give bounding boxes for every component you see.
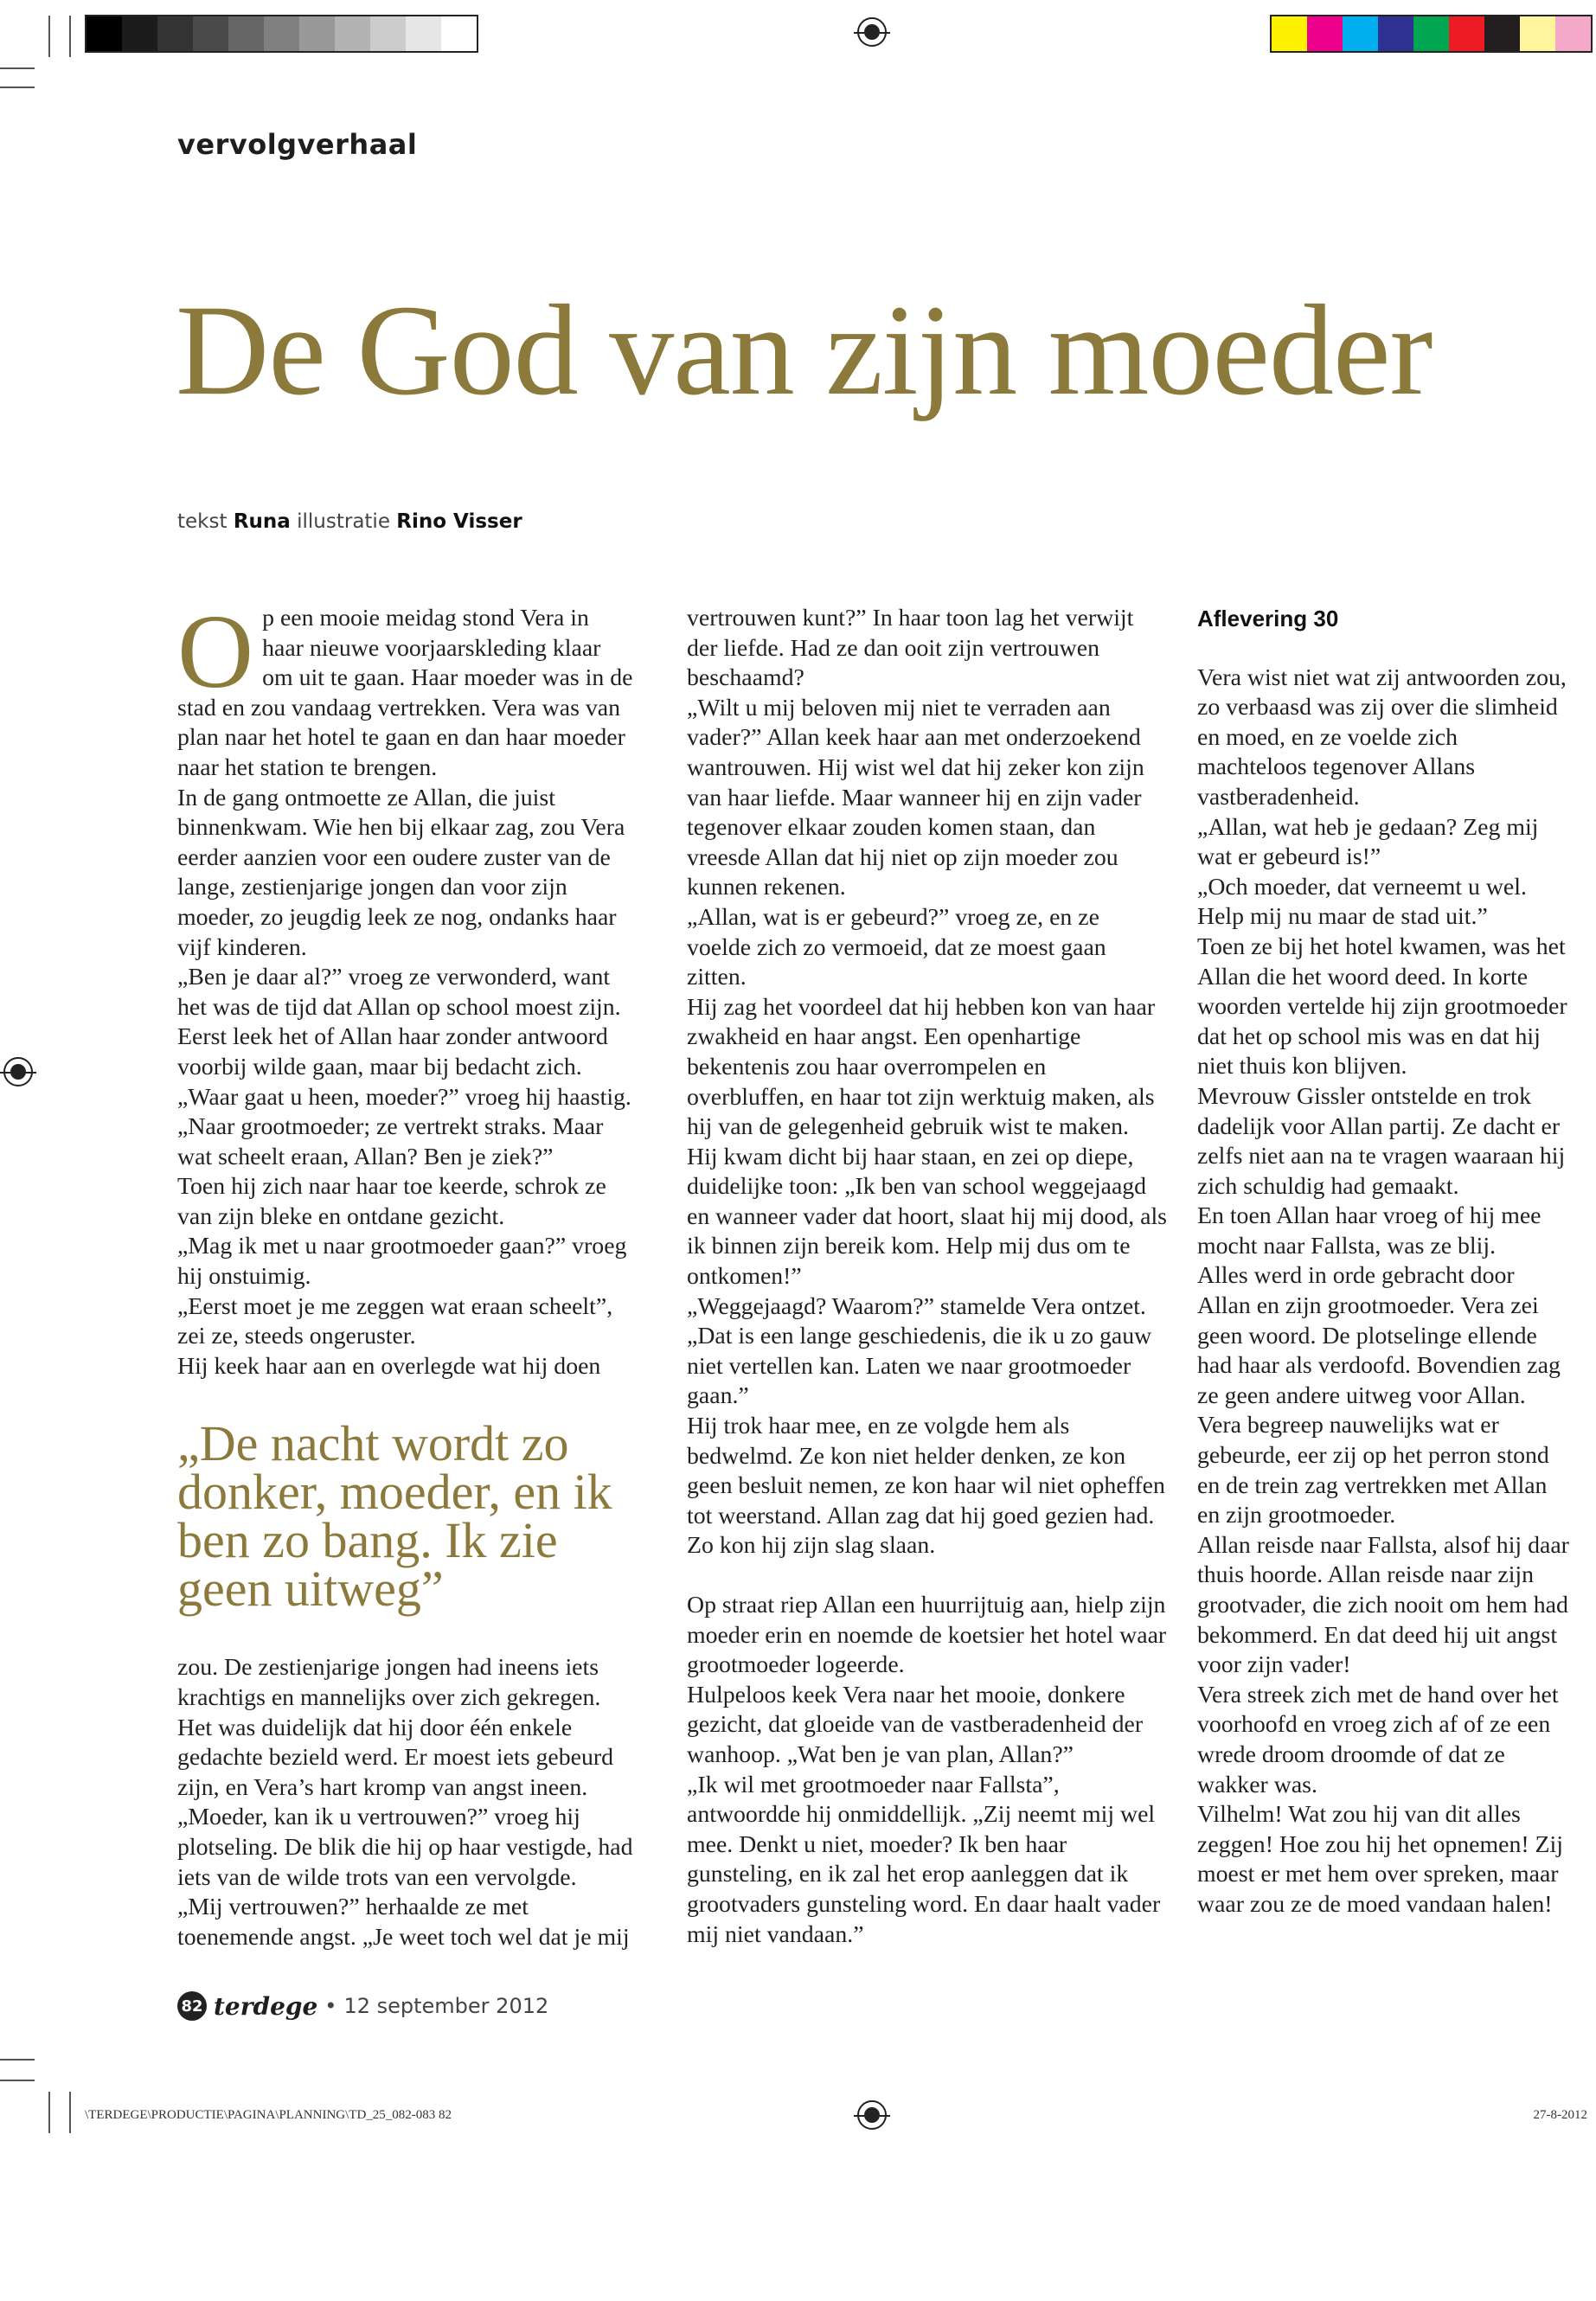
- paragraph: Eerst leek het of Allan haar zonder antwoord voorbij wilde gaan, maar bij bedacht zich.: [177, 1023, 608, 1080]
- paragraph: vertrouwen kunt?” In haar toon lag het verwijt der liefde. Had ze dan ooit zijn vertrouwen beschaamd?: [687, 605, 1134, 692]
- paragraph-gap: [687, 1561, 1167, 1591]
- paragraph: Op straat riep Allan een huurrijtuig aan, hielp zijn moeder erin en noemde de koetsier het hotel waar grootmoeder logeerde.: [687, 1592, 1167, 1679]
- paragraph: Hij trok haar mee, en ze volgde hem als bedwelmd. Ze kon niet helder denken, ze kon geen besluit nemen, ze kon haar wil niet opheffen tot weerstand. Allan zag dat hij goed gezien had. Zo kon hij zijn slag slaan.: [687, 1413, 1165, 1560]
- calibration-swatch: [1272, 16, 1307, 51]
- crop-mark: [48, 2092, 50, 2133]
- crop-mark: [48, 16, 50, 57]
- credit-author: Runa: [233, 510, 291, 533]
- paragraph: Hij kwam dicht bij haar staan, en zei op diepe, duidelijke toon: „Ik ben van school weggejaagd en wanneer vader dat hoort, slaat hij mij dood, als ik binnen zijn bereik kom. Help mij dus om te ontkomen!”: [687, 1143, 1168, 1291]
- calibration-swatch: [87, 16, 122, 51]
- paragraph: „Waar gaat u heen, moeder?” vroeg hij haastig.: [177, 1083, 631, 1111]
- paragraph: „Dat is een lange geschiedenis, die ik u zo gauw niet vertellen kan. Laten we naar grootmoeder gaan.”: [687, 1323, 1152, 1410]
- calibration-swatch: [335, 16, 370, 51]
- paragraph: Toen ze bij het hotel kwamen, was het Allan die het woord deed. In korte woorden vertelde hij zijn grootmoeder dat het op school mis was en dat hij niet thuis kon blijven.: [1197, 933, 1567, 1080]
- calibration-swatch: [299, 16, 335, 51]
- credit-illustration-label: illustratie: [297, 510, 390, 533]
- calibration-swatch: [1413, 16, 1449, 51]
- paragraph: „Eerst moet je me zeggen wat eraan scheelt”, zei ze, steeds ongeruster.: [177, 1292, 613, 1350]
- episode-label: Aflevering 30: [1197, 606, 1339, 631]
- page-footer: [177, 1991, 548, 2021]
- production-slug-path: \TERDEGE\PRODUCTIE\PAGINA\PLANNING\TD_25_082-083 82: [85, 2108, 452, 2122]
- registration-mark-left-icon: [3, 1057, 33, 1086]
- paragraph: „Allan, wat heb je gedaan? Zeg mij wat er gebeurd is!”: [1197, 813, 1539, 871]
- calibration-swatch: [264, 16, 299, 51]
- paragraph: Hij keek haar aan en overlegde wat hij doen: [177, 1352, 601, 1380]
- paragraph: En toen Allan haar vroeg of hij mee mocht naar Fallsta, was ze blij.: [1197, 1202, 1542, 1259]
- section-label: vervolgverhaal: [177, 128, 418, 161]
- calibration-swatch: [1378, 16, 1413, 51]
- paragraph: „Ik wil met grootmoeder naar Fallsta”, antwoordde hij onmiddellijk. „Zij neemt mij wel mee. Denkt u niet, moeder? Ik ben haar gunsteling, en ik zal het erop aanleggen dat ik grootvaders gunsteling word. En daar haalt vader mij niet vandaan.”: [687, 1771, 1161, 1948]
- paragraph: Vera begreep nauwelijks wat er gebeurde, eer zij op het perron stond en de trein zag vertrekken met Allan en zijn grootmoeder.: [1197, 1412, 1549, 1529]
- production-slug-date: 27-8-2012: [1533, 2108, 1587, 2122]
- paragraph: Vera streek zich met de hand over het voorhoofd en vroeg zich af of ze een wrede droom droomde of dat ze wakker was.: [1197, 1681, 1559, 1798]
- text-column-3: [1197, 604, 1569, 1920]
- calibration-swatch: [157, 16, 193, 51]
- crop-mark: [69, 2092, 71, 2133]
- color-calibration-bar: [1270, 15, 1593, 53]
- paragraph: Vilhelm! Wat zou hij van dit alles zeggen! Hoe zou hij het opnemen! Zij moest er met hem over spreken, maar waar zou ze de moed vandaan halen!: [1197, 1801, 1563, 1918]
- paragraph: „Ben je daar al?” vroeg ze verwonderd, want het was de tijd dat Allan op school moest zijn.: [177, 964, 621, 1021]
- paragraph: Mevrouw Gissler ontstelde en trok dadelijk voor Allan partij. Ze dacht er zelfs niet aan na te vragen waaraan hij zich schuldig had gemaakt.: [1197, 1082, 1566, 1200]
- paragraph: In de gang ontmoette ze Allan, die juist binnenkwam. Wie hen bij elkaar zag, zou Vera eerder aanzien voor een oudere zuster van de lange, zestienjarige jongen dan voor zijn moeder, zo jeugdig leek ze nog, ondanks haar vijf kinderen.: [177, 784, 625, 961]
- paragraph: Hij zag het voordeel dat hij hebben kon van haar zwakheid en haar angst. Een openhartige bekentenis zou haar overrompelen en overbluffen, en haar tot zijn werktuig maken, als hij van de gelegenheid gebruik wist te maken.: [687, 993, 1156, 1141]
- page-number: 82: [177, 1991, 207, 2021]
- calibration-swatch: [228, 16, 264, 51]
- calibration-swatch: [370, 16, 406, 51]
- footer-bullet: •: [324, 1994, 337, 2018]
- grayscale-calibration-bar: [85, 15, 478, 53]
- opening-paragraph: Op een mooie meidag stond Vera in haar nieuwe voorjaarskleding klaar om uit te gaan. Haar moeder was in de stad en zou vandaag vertrekken. Vera was van plan naar het hotel te gaan en dan haar moeder naar het station te brengen.: [177, 593, 633, 781]
- paragraph: Vera wist niet wat zij antwoorden zou, zo verbaasd was zij over die slimheid en moed, en ze voelde zich machteloos tegenover Allans vastberadenheid.: [1197, 663, 1567, 811]
- paragraph: „Moeder, kan ik u vertrouwen?” vroeg hij plotseling. De blik die hij op haar vestigde, had iets van de wilde trots van een vervolgde.: [177, 1804, 633, 1891]
- calibration-swatch: [1343, 16, 1378, 51]
- calibration-swatch: [406, 16, 441, 51]
- calibration-swatch: [1555, 16, 1591, 51]
- paragraph: zou. De zestienjarige jongen had ineens iets krachtigs en mannelijks over zich gekregen. Het was duidelijk dat hij door één enkele gedachte bezield werd. Er moest iets gebeurd zijn, en Vera’s hart kromp van angst ineen.: [177, 1654, 613, 1801]
- credit-illustrator: Rino Visser: [396, 510, 522, 533]
- calibration-swatch: [1520, 16, 1555, 51]
- paragraph: „Wilt u mij beloven mij niet te verraden aan vader?” Allan keek haar aan met onderzoekend wantrouwen. Hij wist wel dat hij zeker kon zijn van haar liefde. Maar wanneer hij en zijn vader tegenover elkaar zouden komen staan, dan vreesde Allan dat hij niet op zijn moeder zou kunnen rekenen.: [687, 694, 1144, 901]
- drop-cap: O: [177, 593, 254, 710]
- crop-mark: [0, 87, 35, 88]
- calibration-swatch: [441, 16, 477, 51]
- text-column-2: [687, 604, 1167, 1950]
- paragraph: Allan reisde naar Fallsta, alsof hij daar thuis hoorde. Allan reisde naar zijn grootvader, die zich nooit om hem had bekommerd. En dat deed hij uit angst voor zijn vader!: [1197, 1531, 1569, 1679]
- text-column-1: [177, 593, 636, 1952]
- paragraph: Hulpeloos keek Vera naar het mooie, donkere gezicht, dat gloeide van de vastberadenheid der wanhoop. „Wat ben je van plan, Allan?”: [687, 1681, 1144, 1768]
- issue-date: 12 september 2012: [343, 1994, 549, 2018]
- calibration-swatch: [193, 16, 228, 51]
- paragraph: „Naar grootmoeder; ze vertrekt straks. Maar wat scheelt eraan, Allan? Ben je ziek?”: [177, 1113, 604, 1170]
- registration-mark-bottom-icon: [857, 2100, 887, 2130]
- paragraph: Alles werd in orde gebracht door Allan en zijn grootmoeder. Vera zei geen woord. De plotselinge ellende had haar als verdoofd. Bovendien zag ze geen andere uitweg voor Allan.: [1197, 1262, 1561, 1409]
- paragraph: „Weggejaagd? Waarom?” stamelde Vera ontzet.: [687, 1292, 1146, 1320]
- calibration-swatch: [1449, 16, 1484, 51]
- paragraph: „Och moeder, dat verneemt u wel. Help mij nu maar de stad uit.”: [1197, 873, 1527, 931]
- crop-mark: [69, 16, 71, 57]
- registration-mark-top-icon: [857, 17, 887, 47]
- paragraph: „Allan, wat is er gebeurd?” vroeg ze, en ze voelde zich zo vermoeid, dat ze moest gaan zitten.: [687, 903, 1106, 991]
- calibration-swatch: [122, 16, 157, 51]
- crop-mark: [0, 67, 35, 69]
- credit-text-label: tekst: [177, 510, 228, 533]
- paragraph: „Mij vertrouwen?” herhaalde ze met toenemende angst. „Je weet toch wel dat je mij: [177, 1894, 630, 1951]
- calibration-swatch: [1484, 16, 1520, 51]
- article-credits: [177, 510, 522, 533]
- paragraph: „Mag ik met u naar grootmoeder gaan?” vroeg hij onstuimig.: [177, 1233, 627, 1291]
- paragraph: Toen hij zich naar haar toe keerde, schrok ze van zijn bleke en ontdane gezicht.: [177, 1173, 606, 1230]
- article-title: De God van zijn moeder: [176, 279, 1433, 422]
- crop-mark: [0, 2080, 35, 2081]
- crop-mark: [0, 2059, 35, 2061]
- magazine-logo: terdege: [214, 1991, 318, 2021]
- calibration-swatch: [1307, 16, 1343, 51]
- pull-quote: „De nacht wordt zo donker, moeder, en ik ben zo bang. Ik zie geen uitweg”: [177, 1415, 612, 1618]
